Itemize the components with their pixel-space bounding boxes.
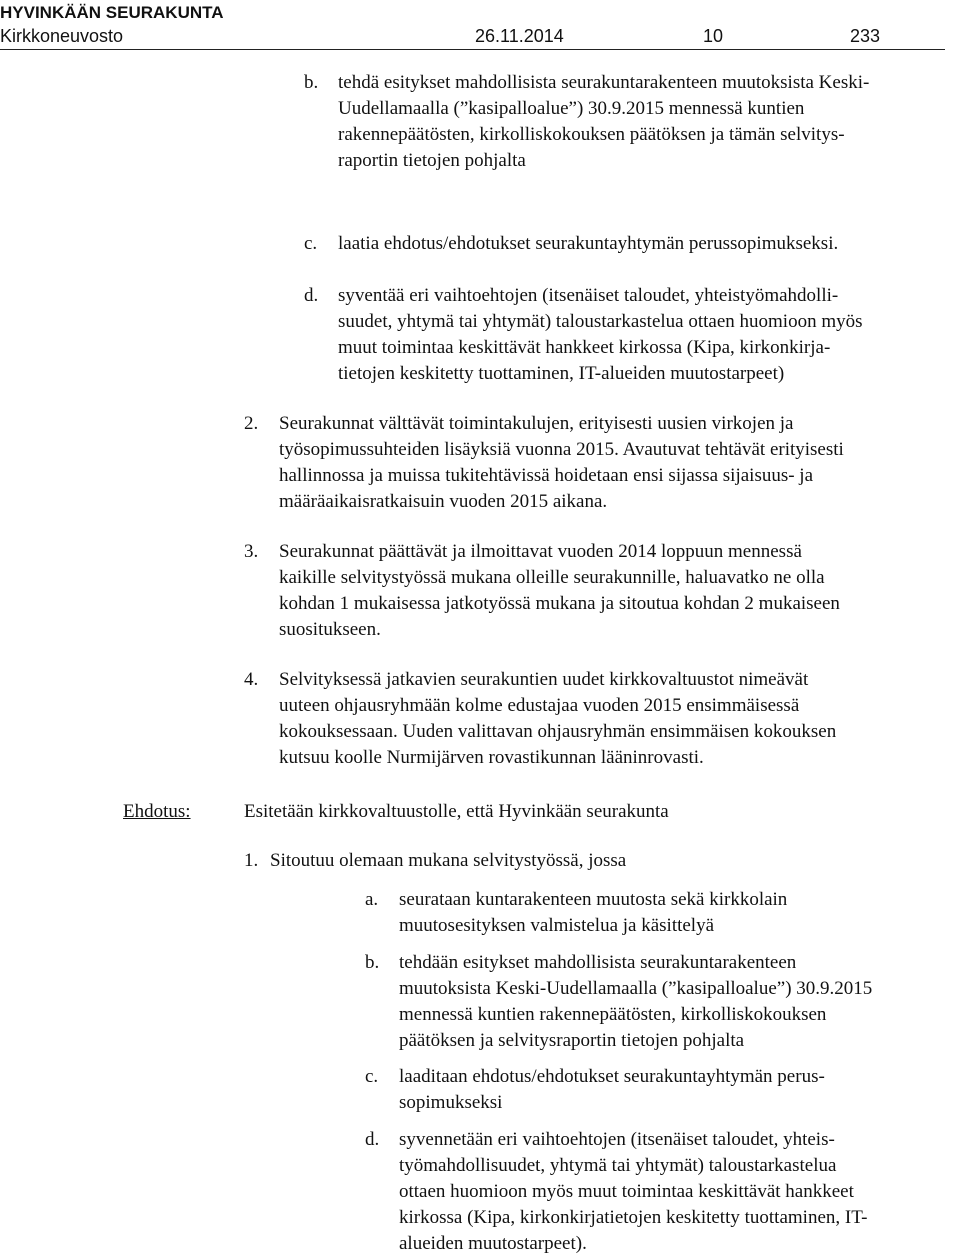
item-marker: b. [304, 72, 319, 93]
item-text: tehdään esitykset mahdollisista seurakuntarakenteen muutoksista Keski-Uudellamaalla (”kasipalloalue”) 30.9.2015 mennessä kuntien rakennepäätösten, kirkolliskokouksen päätöksen ja selvitysraportin tietojen pohjalta [399, 952, 873, 1051]
item-marker: 3. [244, 541, 259, 562]
item-marker: 4. [244, 669, 259, 690]
item-marker: a. [365, 889, 379, 910]
item-text: Selvityksessä jatkavien seurakuntien uudet kirkkovaltuustot nimeävät uuteen ohjausryhmään kolme edustajaa vuoden 2015 ensimmäisessä kokouksessaan. Uuden valittavan ohjausryhmän ensimmäisen kokouksen kutsuu koolle Nurmijärven rovastikunnan lääninrovasti. [279, 669, 837, 768]
proposal-label: Ehdotus: [123, 801, 191, 822]
item-marker: d. [365, 1129, 380, 1150]
organization-name: HYVINKÄÄN SEURAKUNTA [0, 3, 224, 22]
meeting-date: 26.11.2014 [475, 26, 564, 46]
item-text: Sitoutuu olemaan mukana selvitystyössä, jossa [270, 850, 627, 871]
item-text: tehdä esitykset mahdollisista seurakuntarakenteen muutoksista Keski- Uudellamaalla (”kasipalloalue”) 30.9.2015 mennessä kuntien rakennepäätösten, kirkolliskokouksen päätöksen ja tämän selvitys- raportin tietojen pohjalta [338, 72, 870, 171]
proposal-intro: Esitetään kirkkovaltuustolle, että Hyvinkään seurakunta [244, 801, 669, 822]
item-text: syvennetään eri vaihtoehtojen (itsenäiset taloudet, yhteis- työmahdollisuudet, yhtymä tai yhtymät) taloustarkastelua ottaen huomioon myös muut toimintaa keskittävät hankkeet kirkossa (Kipa, kirkonkirjatietojen keskitetty tuottaminen, IT- alueiden muutostarpeet). [399, 1129, 868, 1254]
section-number: 10 [703, 26, 724, 46]
item-text: laatia ehdotus/ehdotukset seurakuntayhtymän perussopimukseksi. [338, 233, 839, 254]
item-marker: 1. [244, 850, 259, 871]
item-text: laaditaan ehdotus/ehdotukset seurakuntayhtymän perus- sopimukseksi [399, 1066, 825, 1113]
header-divider [0, 49, 945, 50]
page-number: 233 [850, 26, 881, 46]
item-marker: b. [365, 952, 380, 973]
item-marker: c. [365, 1066, 379, 1087]
item-text: seurataan kuntarakenteen muutosta sekä kirkkolain muutosesityksen valmistelua ja käsittelyä [399, 889, 788, 936]
item-text: Seurakunnat päättävät ja ilmoittavat vuoden 2014 loppuun mennessä kaikille selvitystyössä mukana olleille seurakunnille, haluavatko ne olla kohdan 1 mukaisessa jatkotyössä mukana ja sitoutua kohdan 2 mukaiseen suositukseen. [279, 541, 840, 640]
governing-body: Kirkkoneuvosto [0, 26, 124, 46]
item-text: Seurakunnat välttävät toimintakulujen, erityisesti uusien virkojen ja työsopimussuhteiden lisäyksiä vuonna 2015. Avautuvat tehtävät erityisesti hallinnossa ja muissa tukitehtävissä hoidetaan ensi sijassa sijaisuus- ja määräaikaisratkaisuin vuoden 2015 aikana. [279, 413, 844, 512]
item-text: syventää eri vaihtoehtojen (itsenäiset taloudet, yhteistyömahdolli- suudet, yhtymä tai yhtymät) taloustarkastelua ottaen huomioon myös muut toimintaa keskittävät hankkeet kirkossa (Kipa, kirkonkirja- tietojen keskitetty tuottaminen, IT-alueiden muutostarpeet) [338, 285, 863, 384]
item-marker: 2. [244, 413, 259, 434]
item-marker: c. [304, 233, 318, 254]
item-marker: d. [304, 285, 319, 306]
